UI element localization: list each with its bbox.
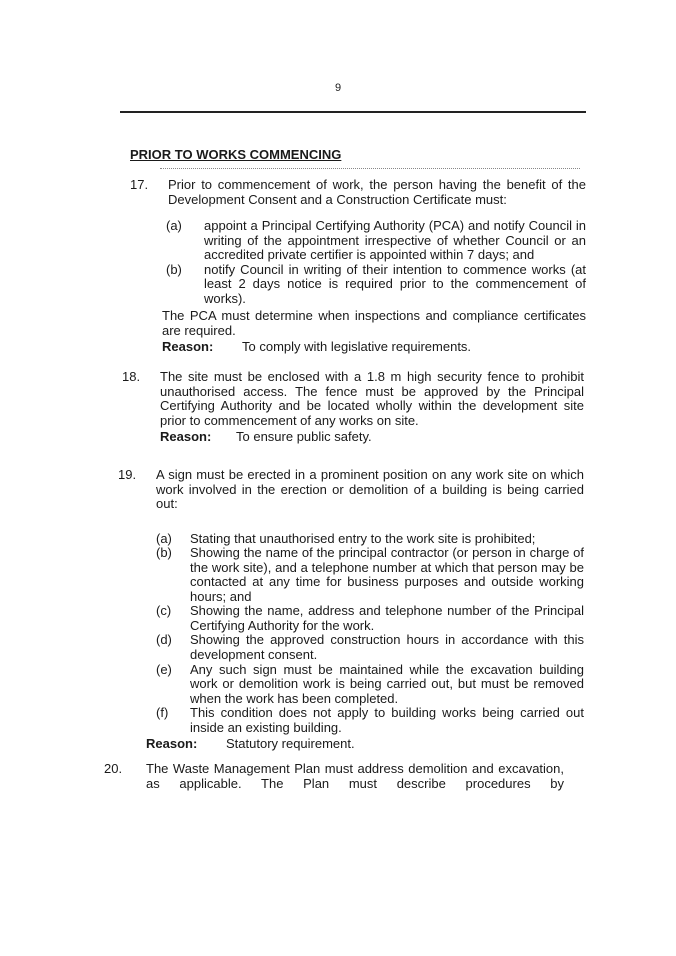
list-item (156, 546, 584, 604)
item-label: (b) (166, 261, 182, 277)
condition-text: Prior to commencement of work, the person having the benefit of the Development Consent and a Construction Certificate must: (168, 177, 586, 207)
item-label: (a) (166, 218, 182, 234)
item-label: (a) (156, 530, 172, 546)
item-text: notify Council in writing of their intention to commence works (at least 2 days notice is required prior to the commencement of works). (204, 261, 586, 306)
list-item (156, 663, 584, 707)
reason-label: Reason: (146, 736, 198, 752)
item-label: (d) (156, 632, 172, 648)
list-item (156, 633, 584, 662)
condition-number: 19. (118, 467, 137, 482)
item-text: Showing the name of the principal contractor (or person in charge of the work site), and a telephone number at which that person may be contacted at any time for business purposes and outside working hours; and (190, 545, 584, 604)
list-item (156, 532, 584, 547)
page-number: 9 (334, 82, 342, 94)
condition-items (166, 219, 586, 306)
item-label: (b) (156, 545, 172, 561)
item-label: (f) (156, 705, 169, 721)
item-label: (c) (156, 603, 172, 619)
reason-text: Statutory requirement. (226, 736, 355, 752)
item-label: (e) (156, 661, 172, 677)
item-text: Stating that unauthorised entry to the work site is prohibited; (190, 530, 536, 546)
header-rule (120, 111, 586, 113)
item-text: Showing the name, address and telephone number of the Principal Certifying Authority for the work. (190, 603, 584, 633)
condition-number: 17. (130, 177, 149, 192)
reason-label: Reason: (160, 429, 212, 445)
reason-text: To comply with legislative requirements. (242, 339, 472, 355)
dotted-separator (160, 168, 580, 170)
section-heading: PRIOR TO WORKS COMMENCING (130, 147, 342, 162)
condition-reason (162, 340, 586, 355)
reason-label: Reason: (162, 339, 214, 355)
list-item (156, 706, 584, 735)
condition-after-text: The PCA must determine when inspections and compliance certificates are required. (162, 308, 586, 338)
condition-number: 20. (104, 761, 123, 776)
condition-number: 18. (122, 369, 141, 384)
item-text: appoint a Principal Certifying Authority (PCA) and notify Council in writing of the appointment irrespective of whether Council or an accredited private certifier is appointed within 7 days; and (204, 218, 586, 263)
reason-text: To ensure public safety. (236, 429, 372, 445)
item-text: Any such sign must be maintained while the excavation building work or demolition work is being carried out, but must be removed when the work has been completed. (190, 661, 584, 706)
condition-reason (146, 737, 584, 752)
condition-items (156, 532, 584, 736)
list-item (156, 604, 584, 633)
item-text: Showing the approved construction hours in accordance with this development consent. (190, 632, 584, 663)
list-item (166, 263, 586, 307)
condition-text: The site must be enclosed with a 1.8 m high security fence to prohibit unauthorised access. The fence must be approved by the Principal Certifying Authority and be located wholly within the development site prior to commencement of any works on site. (160, 369, 584, 428)
item-text: This condition does not apply to building works being carried out inside an existing building. (190, 705, 584, 735)
condition-text: A sign must be erected in a prominent position on any work site on which work involved in the erection or demolition of a building is being carried out: (156, 467, 584, 512)
condition-text: The Waste Management Plan must address demolition and excavation, as applicable. The Plan must describe procedures by (146, 761, 564, 791)
list-item (166, 219, 586, 263)
condition-reason (160, 430, 584, 445)
